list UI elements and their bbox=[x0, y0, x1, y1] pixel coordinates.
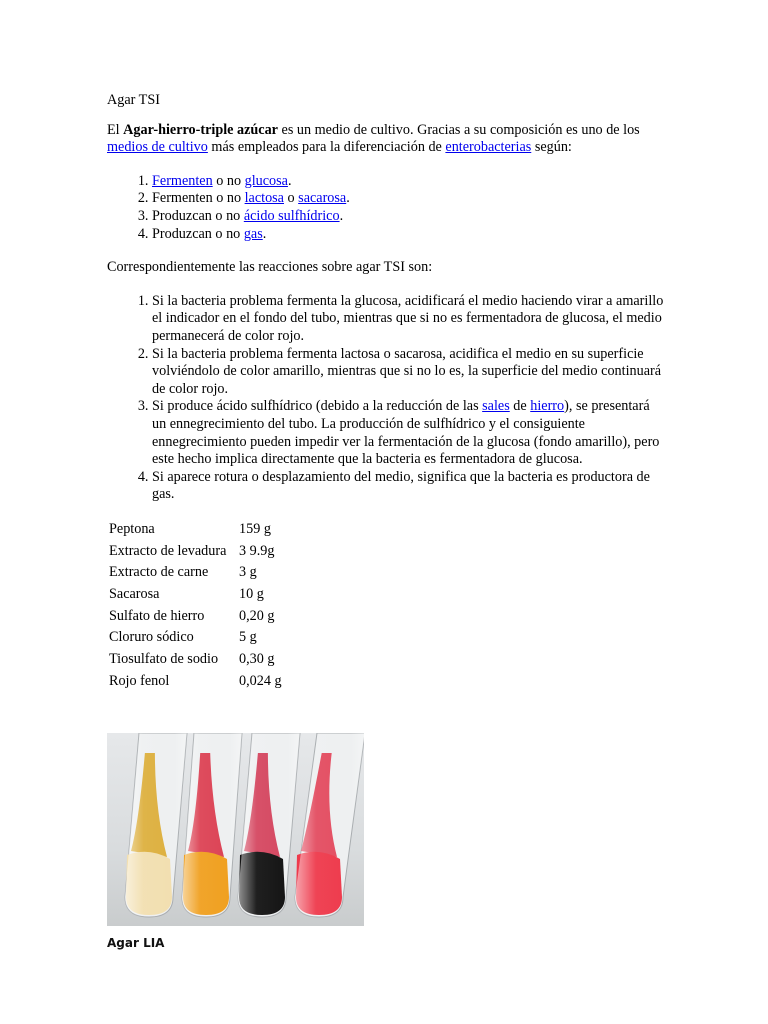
list-item: 4. Si aparece rotura o desplazamiento del medio, significa que la bacteria es productora de gas. bbox=[152, 469, 667, 504]
list-item: 2. Si la bacteria problema fermenta lactosa o sacarosa, acidifica el medio en su superficie volviéndolo de color amarillo, mientras que si no lo es, la superficie del medio continuará de color rojo. bbox=[152, 346, 667, 399]
ingredient-amount: 3 9.9g bbox=[239, 542, 275, 559]
ingredient-name: Tiosulfato de sodio bbox=[109, 651, 219, 668]
ingredient-name: Cloruro sódico bbox=[109, 629, 194, 646]
table-row bbox=[108, 519, 283, 541]
table-row bbox=[108, 649, 283, 671]
ingredient-name: Extracto de carne bbox=[109, 564, 209, 581]
criteria-list bbox=[107, 173, 667, 243]
table-row bbox=[108, 584, 283, 606]
link-lactosa[interactable]: lactosa bbox=[244, 190, 284, 207]
section-heading-agar-lia: Agar LIA bbox=[107, 936, 165, 950]
ingredient-amount: 0,20 g bbox=[239, 607, 275, 624]
table-row bbox=[108, 627, 283, 649]
link-medios-de-cultivo[interactable]: medios de cultivo bbox=[107, 139, 208, 156]
list-item: 3. Si produce ácido sulfhídrico (debido a la reducción de las sales de hierro), se presentará un ennegrecimiento del tubo. La producción de sulfhídrico y el consiguiente ennegrecimiento pueden impedir ver la fermentación de la glucosa (fondo amarillo), pero este hecho implica directamente que la bacteria es fermentadora de glucosa. bbox=[152, 398, 667, 468]
composition-table bbox=[108, 519, 283, 693]
ingredient-name: Sacarosa bbox=[109, 585, 160, 602]
reactions-intro: Correspondientemente las reacciones sobre agar TSI son: bbox=[107, 259, 433, 276]
ingredient-amount: 10 g bbox=[239, 585, 264, 602]
table-row bbox=[108, 671, 283, 693]
ingredient-amount: 159 g bbox=[239, 520, 271, 537]
list-item: 3. Produzcan o no ácido sulfhídrico. bbox=[152, 208, 667, 226]
ingredient-name: Extracto de levadura bbox=[109, 542, 227, 559]
link-gas[interactable]: gas bbox=[243, 225, 263, 242]
list-item: 2. Fermenten o no lactosa o sacarosa. bbox=[152, 190, 667, 208]
link-fermenten[interactable]: Fermenten bbox=[152, 172, 213, 189]
list-item: 1. Si la bacteria problema fermenta la glucosa, acidificará el medio haciendo virar a amarillo el indicador en el fondo del tubo, mientras que si no es fermentadora de glucosa, el medio permanecerá de color rojo. bbox=[152, 293, 667, 346]
ingredient-amount: 5 g bbox=[239, 629, 257, 646]
link-enterobacterias[interactable]: enterobacterias bbox=[445, 139, 532, 156]
link-sales[interactable]: sales bbox=[482, 398, 510, 415]
ingredient-name: Sulfato de hierro bbox=[109, 607, 205, 624]
table-row bbox=[108, 562, 283, 584]
ingredient-amount: 0,024 g bbox=[239, 672, 282, 689]
intro-paragraph: El Agar-hierro-triple azúcar es un medio de cultivo. Gracias a su composición es uno de los medios de cultivo más empleados para la diferenciación de enterobacterias según: bbox=[107, 121, 640, 156]
link-sacarosa[interactable]: sacarosa bbox=[298, 190, 347, 207]
ingredient-name: Rojo fenol bbox=[109, 672, 170, 689]
link-hierro[interactable]: hierro bbox=[530, 398, 565, 415]
ingredient-amount: 0,30 g bbox=[239, 651, 275, 668]
tsi-tubes-photo bbox=[107, 733, 364, 926]
document-page bbox=[107, 92, 667, 693]
link-acido-sulfhidrico[interactable]: ácido sulfhídrico bbox=[243, 207, 340, 224]
link-glucosa[interactable]: glucosa bbox=[244, 172, 288, 189]
page-title: Agar TSI bbox=[107, 92, 160, 108]
bold-term: Agar-hierro-triple azúcar bbox=[123, 121, 278, 138]
ingredient-name: Peptona bbox=[109, 520, 155, 537]
list-item: 4. Produzcan o no gas. bbox=[152, 226, 667, 244]
table-row bbox=[108, 541, 283, 563]
table-row bbox=[108, 606, 283, 628]
ingredient-amount: 3 g bbox=[239, 564, 257, 581]
list-item: 1. Fermenten o no glucosa. bbox=[152, 173, 667, 191]
reactions-list bbox=[107, 293, 667, 504]
